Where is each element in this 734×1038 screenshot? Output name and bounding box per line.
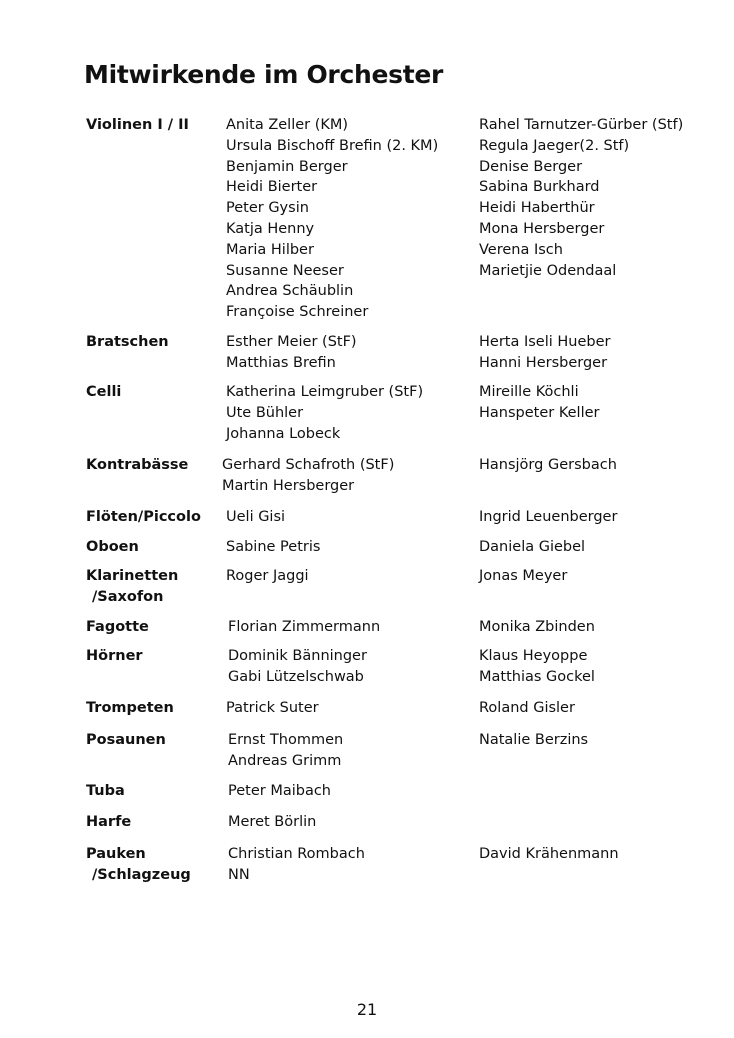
member-column-right — [479, 115, 683, 281]
member-name: Ute Bühler — [226, 404, 304, 421]
member-name: Ingrid Leuenberger — [479, 509, 618, 525]
page-number: 21 — [356, 1000, 378, 1019]
member-name: Jonas Meyer — [479, 568, 568, 584]
member-name: Andreas Grimm — [228, 752, 342, 769]
member-name: NN — [228, 866, 250, 883]
member-name: Herta Iseli Hueber — [479, 334, 611, 350]
member-name: Andrea Schäublin — [226, 283, 354, 300]
section-label-line: Celli — [86, 384, 122, 400]
member-name: Roger Jaggi — [226, 568, 309, 584]
section-label-line: Bratschen — [86, 334, 169, 350]
section-label — [86, 812, 131, 833]
member-name: Françoise Schreiner — [226, 304, 369, 321]
section-label — [86, 617, 149, 638]
member-column-right — [479, 507, 617, 528]
member-column-left — [228, 781, 331, 802]
member-name: Martin Hersberger — [222, 477, 355, 494]
member-name: Patrick Suter — [226, 700, 319, 716]
member-name: Heidi Haberthür — [479, 200, 595, 217]
section-label-line: Harfe — [86, 814, 132, 830]
member-name: Esther Meier (StF) — [226, 334, 357, 350]
member-column-left — [228, 812, 316, 833]
member-column-right — [479, 566, 567, 587]
member-name: Klaus Heyoppe — [479, 648, 588, 664]
section-label-line: Klarinetten — [86, 568, 179, 584]
member-name: Mireille Köchli — [479, 384, 579, 400]
section-label-line: Violinen I / II — [86, 117, 189, 133]
section-label-line: Trompeten — [86, 700, 174, 716]
member-column-left — [228, 617, 380, 638]
section-label-line: Pauken — [86, 846, 146, 862]
member-name: David Krähenmann — [479, 846, 619, 862]
member-name: Matthias Gockel — [479, 668, 595, 685]
section-label — [86, 698, 174, 719]
section-label — [86, 781, 125, 802]
member-name: Hanspeter Keller — [479, 404, 600, 421]
member-column-right — [479, 332, 610, 374]
member-column-left — [228, 730, 343, 772]
member-name: Verena Isch — [479, 241, 563, 258]
section-label-line: Hörner — [86, 648, 143, 664]
member-column-right — [479, 646, 595, 688]
member-name: Denise Berger — [479, 158, 583, 175]
member-column-right — [479, 617, 595, 638]
member-name: Gabi Lützelschwab — [228, 668, 364, 685]
member-name: Christian Rombach — [228, 846, 365, 862]
member-column-left — [226, 382, 423, 444]
member-column-left — [226, 115, 438, 323]
section-label-line: Fagotte — [86, 619, 149, 635]
member-column-left — [226, 507, 285, 528]
member-name: Regula Jaeger(2. Stf) — [479, 137, 630, 154]
section-label-line: Posaunen — [86, 732, 166, 748]
member-name: Katherina Leimgruber (StF) — [226, 384, 424, 400]
section-label-line: Flöten/Piccolo — [86, 509, 201, 525]
member-column-left — [222, 455, 394, 497]
section-label — [86, 844, 191, 886]
member-name: Katja Henny — [226, 220, 315, 237]
member-name: Peter Gysin — [226, 200, 309, 217]
member-name: Hanni Hersberger — [479, 354, 608, 371]
member-name: Anita Zeller (KM) — [226, 117, 349, 133]
member-column-right — [479, 730, 588, 751]
member-column-left — [226, 566, 309, 587]
section-label — [86, 455, 188, 476]
section-label-line: Kontrabässe — [86, 457, 189, 473]
member-name: Marietjie Odendaal — [479, 262, 617, 279]
member-name: Susanne Neeser — [226, 262, 344, 279]
member-name: Ueli Gisi — [226, 509, 286, 525]
member-column-left — [226, 537, 320, 558]
section-label-line: /Schlagzeug — [92, 866, 191, 883]
member-name: Mona Hersberger — [479, 220, 605, 237]
member-name: Sabina Burkhard — [479, 179, 600, 196]
member-name: Ursula Bischoff Brefin (2. KM) — [226, 137, 439, 154]
section-label — [86, 537, 139, 558]
member-name: Gerhard Schafroth (StF) — [222, 457, 395, 473]
member-column-left — [228, 844, 365, 886]
member-name: Benjamin Berger — [226, 158, 348, 175]
member-column-right — [479, 844, 619, 865]
member-name: Peter Maibach — [228, 783, 332, 799]
member-name: Sabine Petris — [226, 539, 321, 555]
member-name: Florian Zimmermann — [228, 619, 381, 635]
member-column-left — [228, 646, 367, 688]
member-name: Ernst Thommen — [228, 732, 344, 748]
member-column-right — [479, 698, 575, 719]
page-title: Mitwirkende im Orchester — [84, 60, 444, 89]
section-label — [86, 507, 201, 528]
member-name: Natalie Berzins — [479, 732, 589, 748]
section-label-line: Oboen — [86, 539, 139, 555]
member-name: Roland Gisler — [479, 700, 575, 716]
member-name: Dominik Bänninger — [228, 648, 367, 664]
section-label-line: /Saxofon — [92, 588, 164, 605]
member-name: Rahel Tarnutzer-Gürber (Stf) — [479, 117, 684, 133]
section-label-line: Tuba — [86, 783, 125, 799]
section-label — [86, 382, 121, 403]
section-label — [86, 566, 178, 608]
member-column-right — [479, 382, 599, 424]
section-label — [86, 646, 143, 667]
section-label — [86, 332, 169, 353]
member-name: Daniela Giebel — [479, 539, 586, 555]
member-name: Monika Zbinden — [479, 619, 595, 635]
member-column-right — [479, 455, 617, 476]
member-column-right — [479, 537, 585, 558]
member-name: Heidi Bierter — [226, 179, 318, 196]
member-name: Meret Börlin — [228, 814, 317, 830]
section-label — [86, 115, 189, 136]
member-name: Johanna Lobeck — [226, 425, 341, 442]
member-name: Maria Hilber — [226, 241, 314, 258]
member-column-left — [226, 698, 319, 719]
section-label — [86, 730, 166, 751]
member-column-left — [226, 332, 357, 374]
member-name: Matthias Brefin — [226, 354, 336, 371]
member-name: Hansjörg Gersbach — [479, 457, 617, 473]
